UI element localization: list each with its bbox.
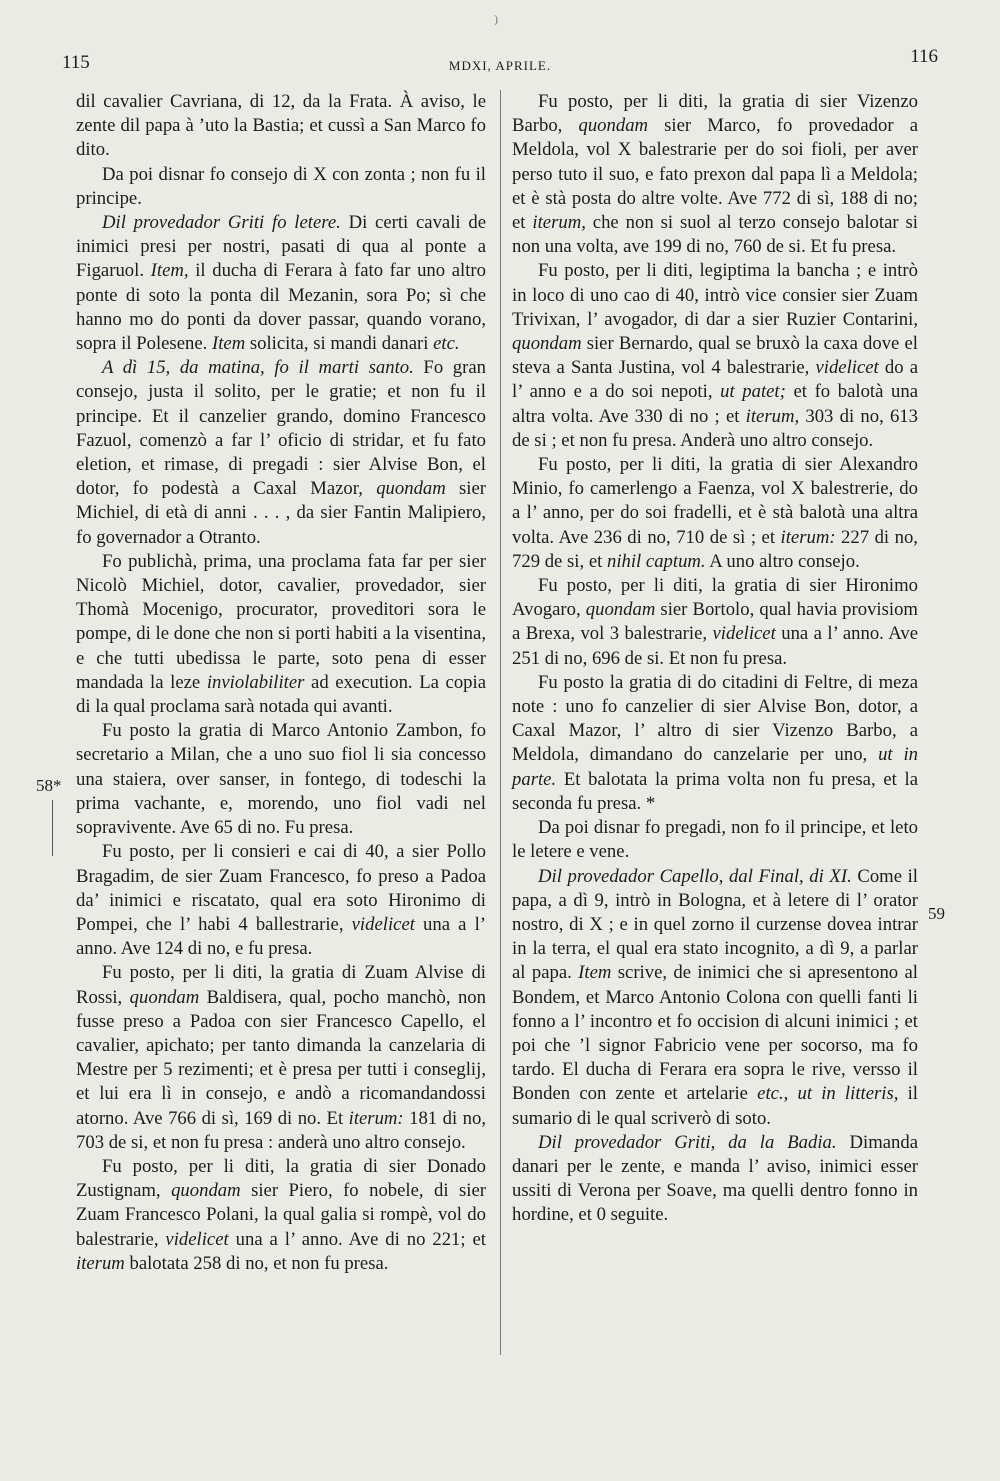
- paragraph: [512, 671, 918, 816]
- text-run: il sumario di le qual scriverò di soto.: [512, 1083, 918, 1129]
- margin-note-left: 58*: [36, 776, 62, 795]
- text-run: Fo publichà, prima, una proclama fata far per sier Nicolò Michiel, dotor, cavalier, provedador, sier Thomà Mocenigo, procurator, proveditori sora le pompe, di le done che non si porti habiti a la visentina, e che tutti ubedissa le parte, soto pena di esser mandada la leze: [76, 550, 486, 693]
- text-run: 303 di no, 613 de si ; et non fu presa. Anderà uno altro consejo.: [512, 405, 918, 451]
- right-text-column: [512, 90, 918, 1228]
- text-run: una a l’ anno. Ave 124 di no, e fu presa.: [76, 913, 486, 960]
- italic-text-run: inviolabiliter: [206, 671, 305, 693]
- italic-text-run: iterum:: [348, 1107, 404, 1129]
- text-run: Fu posto la gratia di Marco Antonio Zambon, fo secretario a Milan, che a uno suo fiol li sia concesso una staiera, over sanser, in fontego, di todeschi la prima vachante, e, morendo, uno fiol vadi nel sopravivente. Ave 65 di no. Fu presa.: [76, 720, 486, 839]
- text-run: Fu posto la gratia di do citadini di Feltre, di meza note : uno fo canzelier di sier Alvise Bon, dotor, a Caxal Mazor, l’ altro di sier Vizenzo Barbo, a Meldola, dimandano do canzelarie per uno,: [512, 671, 918, 766]
- text-run: Baldisera, qual, pocho manchò, non fusse preso a Padoa con sier Francesco Capello, el cavalier, apichato; per tanto dimanda la canzelaria di Mestre per 5 rezimenti; et è presa per tutti i conseglij, et lui era lì in consejo, e andò a ricomandandossi atorno. Ave 766 di sì, 169 di no. Et: [76, 986, 486, 1129]
- text-run: Et balotata la prima volta non fu presa, et la seconda fu presa. *: [512, 768, 918, 814]
- text-run: Da poi disnar fo pregadi, non fo il principe, et leto le letere e vene.: [512, 817, 918, 863]
- text-run: Fu posto, per li consieri e cai di 40, a sier Pollo Bragadim, de sier Zuam Francesco, fo preso a Padoa da’ inimici e riscatato, qual era soto Hironimo di Pompei, che l’ habi 4 ballestrarie,: [76, 841, 486, 935]
- paragraph: [76, 90, 486, 163]
- text-run: una a l’ anno. Ave di no 221; et: [228, 1228, 486, 1250]
- column-divider: [500, 90, 501, 1355]
- text-run: che non si suol al terzo consejo balotar si non una volta, ave 199 di no, 760 de si. Et fu presa.: [512, 212, 918, 258]
- paragraph: [512, 816, 918, 864]
- text-run: sier Bortolo, qual havia provisiom a Brexa, vol 3 balestrarie,: [512, 599, 918, 645]
- text-run: Fu posto, per li diti, la gratia di Zuam Alvise di Rossi,: [76, 962, 486, 1008]
- text-run: Fu posto, per li diti, la gratia di sier Donado Zustignam,: [76, 1155, 486, 1202]
- italic-text-run: Item,: [150, 260, 189, 282]
- margin-note-right: 59: [928, 904, 945, 923]
- italic-text-run: videlicet: [165, 1228, 229, 1250]
- paragraph: [76, 961, 486, 1155]
- text-run: sier Michiel, di età di anni . . . , da sier Fantin Malipiero, fo governador a Otranto.: [76, 478, 486, 548]
- text-run: Da poi disnar fo consejo di X con zonta ; non fu il principe.: [76, 163, 486, 209]
- paragraph: [512, 574, 918, 671]
- text-run: Fu posto, per li diti, la gratia di sier Hironimo Avogaro,: [512, 575, 918, 621]
- paragraph: [76, 719, 486, 840]
- paragraph: [512, 865, 918, 1131]
- italic-text-run: Item: [211, 333, 246, 355]
- left-page-number: 115: [62, 52, 90, 73]
- paragraph: [76, 550, 486, 719]
- text-run: Come il papa, a dì 9, intrò in Bologna, et à letere di l’ orator nostro, di X ; e in quel zorno il curzense dovea intrar in la terra, el qual era stato incognito, a dì 9, a parlar al papa.: [512, 865, 918, 984]
- italic-text-run: quondam: [578, 115, 649, 137]
- italic-text-run: iterum:: [780, 526, 836, 548]
- text-run: scrive, de inimici che si apresentono al Bondem, et Marco Antonio Colona con quelli fanti li fonno a l’ incontro et fo occision di alcuni inimici ; et poi che ’l signor Fabricio vene per socorso, ma fo tardo. El ducha di Ferara era sopra le rive, versso il Bonden con zente et artelarie: [512, 962, 918, 1105]
- italic-text-run: videlicet: [351, 913, 415, 935]
- italic-text-run: iterum: [76, 1252, 125, 1274]
- paragraph: [76, 163, 486, 211]
- italic-text-run: videlicet: [815, 357, 879, 379]
- text-run: do a l’ anno e a do soi nepoti,: [512, 357, 918, 403]
- italic-text-run: nihil captum.: [606, 550, 706, 572]
- paragraph: [76, 1155, 486, 1276]
- paragraph: [76, 840, 486, 961]
- text-run: dil cavalier Cavriana, di 12, da la Frata. À aviso, le zente dil papa à ’uto la Bastia; et cussì a San Marco fo dito.: [76, 91, 486, 161]
- text-run: Fu posto, per li diti, legiptima la bancha ; e intrò in loco di uno cao di 40, intrò vice consier sier Zuam Trivixan, l’ avogador, di dar a sier Ruzier Contarini,: [512, 260, 918, 330]
- paragraph: [512, 1131, 918, 1228]
- right-page-number: 116: [910, 46, 938, 67]
- text-run: 181 di no, 703 de si, et non fu presa : anderà uno altro consejo.: [76, 1107, 486, 1153]
- text-run: sier Bernardo, qual se bruxò la caxa dove el steva a Santa Justina, vol 4 balestrarie,: [512, 333, 918, 379]
- italic-text-run: iterum,: [532, 212, 586, 234]
- text-run: sier Piero, fo nobele, di sier Zuam Francesco Polani, la qual galia si rompè, vol do balestrarie,: [76, 1180, 486, 1250]
- paragraph: [76, 211, 486, 356]
- italic-text-run: ut patet;: [720, 381, 786, 403]
- italic-text-run: quondam: [171, 1180, 241, 1202]
- text-run: Dimanda danari per le zente, e manda l’ aviso, inimici esser ussiti di Verona per Soave, ma quelli dentro fonno in hordine, et 0 seguite.: [512, 1131, 919, 1226]
- paragraph: [76, 356, 486, 550]
- running-head: MDXI, APRILE.: [448, 58, 552, 73]
- text-run: Fu posto, per li diti, la gratia di sier Vizenzo Barbo,: [512, 91, 918, 137]
- italic-text-run: videlicet: [712, 623, 776, 645]
- text-run: Di certi cavali de inimici presi per nostri, pasati di qua al ponte a Figaruol.: [76, 212, 486, 282]
- italic-text-run: iterum,: [745, 405, 800, 427]
- italic-text-run: quondam: [512, 333, 582, 355]
- italic-text-run: Dil provedador Griti fo letere.: [102, 212, 341, 234]
- italic-text-run: quondam: [376, 478, 446, 500]
- left-text-column: [76, 90, 486, 1276]
- text-run: Fo gran consejo, justa il solito, per le gratie; et non fu il principe. Et il canzelier grando, domino Francesco Fazuol, comenzò a far l’ oficio di stridar, et fu fato eletion, et rimase, di pregadi : sier Alvise Bon, el dotor, fo podestà a Caxal Mazor,: [76, 357, 486, 500]
- text-run: solicita, si mandi danari: [245, 333, 434, 355]
- italic-text-run: etc., ut in litteris,: [757, 1083, 899, 1105]
- paragraph: [512, 259, 918, 453]
- text-run: 227 di no, 729 de si, et: [512, 526, 918, 572]
- text-run: balotata 258 di no, et non fu presa.: [124, 1252, 389, 1274]
- italic-text-run: etc.: [433, 333, 460, 355]
- text-run: una a l’ anno. Ave 251 di no, 696 de si. Et non fu presa.: [512, 623, 918, 669]
- italic-text-run: Item: [578, 962, 612, 984]
- paragraph: [512, 453, 918, 574]
- margin-marker-line: [52, 800, 53, 856]
- text-run: et fo balotà una altra volta. Ave 330 di no ; et: [512, 381, 919, 427]
- text-run: il ducha di Ferara à fato far uno altro ponte di soto la ponta dil Mezanin, sora Po; sì che hanno mo do ponti da dover passar, quando vorano, sopra il Polesene.: [76, 260, 486, 355]
- text-run: Fu posto, per li diti, la gratia di sier Alexandro Minio, fo camerlengo a Faenza, vol X balestrerie, do a l’ anno, per do soi fradelli, et è stà balotà una altra volta. Ave 236 di no, 710 de sì ; et: [512, 454, 918, 548]
- italic-text-run: A dì 15, da matina, fo il marti santo.: [102, 357, 414, 379]
- text-run: sier Marco, fo provedador a Meldola, vol X balestrarie per do soi fioli, per aver perso tuto il suo, e fato prexon dal papa lì a Meldola; et è stà posta do altre volte. Ave 772 di sì, 188 di no; et: [512, 115, 919, 234]
- text-run: ad execution. La copia di la qual proclama sarà notada qui avanti.: [76, 671, 486, 718]
- italic-text-run: Dil provedador Griti, da la Badia.: [538, 1131, 837, 1153]
- ink-mark: ): [494, 12, 498, 26]
- italic-text-run: quondam: [129, 986, 200, 1008]
- italic-text-run: quondam: [585, 599, 656, 621]
- italic-text-run: ut in parte.: [512, 744, 919, 790]
- paragraph: [512, 90, 918, 259]
- italic-text-run: Dil provedador Capello, dal Final, di XI.: [538, 865, 852, 887]
- text-run: A uno altro consejo.: [705, 550, 860, 572]
